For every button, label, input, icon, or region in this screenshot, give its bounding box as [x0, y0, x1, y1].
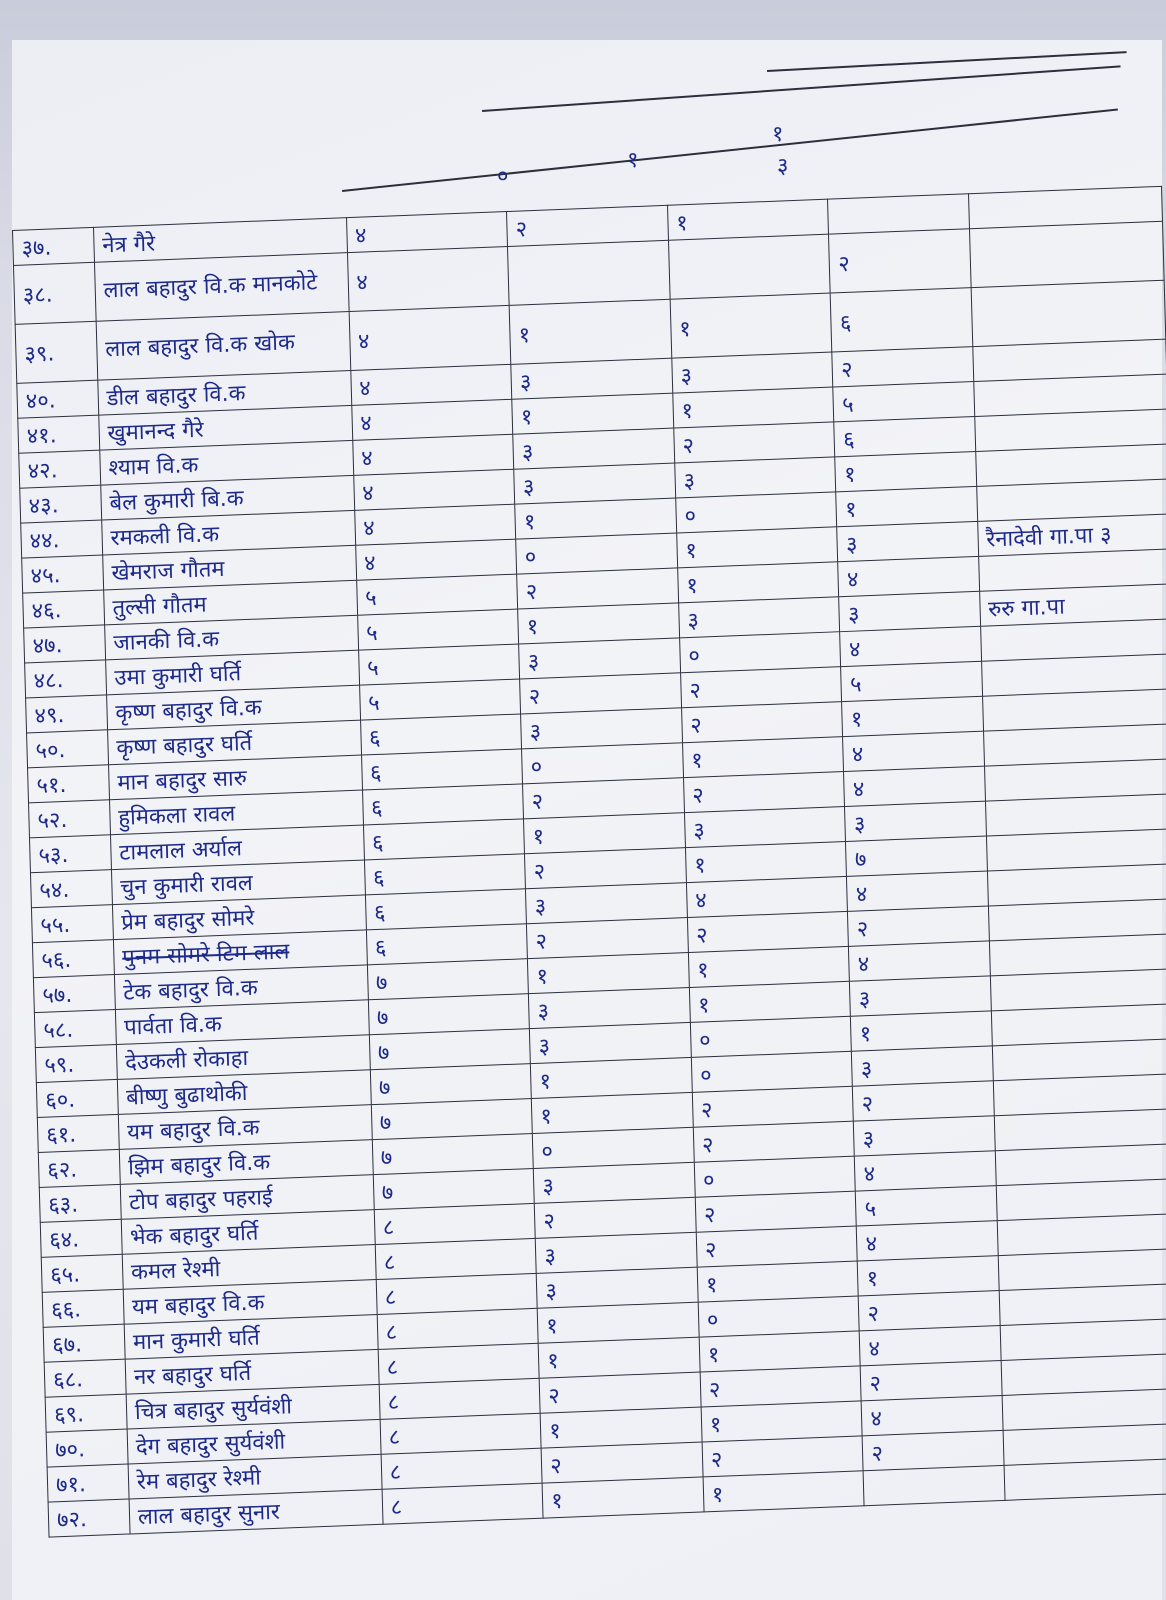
remarks-cell: रैनादेवी गा.पा ३: [977, 514, 1166, 556]
column-2-value: ३: [521, 708, 683, 749]
column-1-value: ८: [380, 1413, 542, 1454]
person-name: उमा कुमारी घर्ति: [105, 650, 359, 695]
column-4-value: ७: [846, 836, 987, 876]
person-name: झिम बहादुर वि.क: [119, 1140, 373, 1185]
column-2-value: १: [515, 498, 677, 539]
column-3-value: ३: [672, 352, 834, 393]
person-name: श्याम वि.क: [100, 440, 354, 485]
column-2-value: १: [528, 953, 690, 994]
column-2-value: ३: [530, 1022, 692, 1063]
column-4-value: २: [829, 229, 971, 293]
column-4-value: ४: [860, 1326, 1001, 1366]
column-1-value: ५: [358, 644, 520, 685]
column-1-value: ४: [347, 246, 509, 311]
serial-number: ३८.: [13, 262, 95, 324]
column-3-value: १: [689, 981, 851, 1022]
person-name: मान बहादुर सारु: [108, 755, 362, 800]
serial-number: ५३.: [29, 835, 111, 873]
serial-number: ६०.: [36, 1079, 118, 1117]
handwritten-ledger: [12, 186, 1166, 1538]
column-3-value: ३: [675, 457, 837, 498]
column-3-value: २: [695, 1191, 857, 1232]
column-1-value: ४: [349, 305, 511, 370]
column-3-value: १: [673, 387, 835, 428]
column-4-value: ३: [850, 976, 991, 1016]
column-3-value: १: [699, 1331, 861, 1372]
column-1-value: ६: [360, 714, 522, 755]
column-2-value: १: [538, 1337, 700, 1378]
column-1-value: ६: [364, 854, 526, 895]
serial-number: ४७.: [24, 625, 106, 663]
column-4-value: १: [836, 486, 977, 526]
column-3-value: ०: [694, 1156, 856, 1197]
column-3-value: २: [692, 1086, 854, 1127]
serial-number: ३९.: [15, 321, 97, 383]
serial-number: ६७.: [43, 1324, 125, 1362]
serial-number: ६४.: [40, 1219, 122, 1257]
person-name: तुल्सी गौतम: [103, 580, 357, 625]
column-1-value: ६: [362, 784, 524, 825]
column-3-value: ०: [690, 1016, 852, 1057]
column-3-value: २: [681, 702, 843, 743]
serial-number: ५१.: [28, 765, 110, 803]
column-2-value: ३: [526, 883, 688, 924]
column-4-value: ४: [847, 871, 988, 911]
column-1-value: ६: [366, 924, 528, 965]
column-1-value: ४: [351, 399, 513, 440]
column-2-value: २: [520, 673, 682, 714]
header-value: १: [772, 122, 784, 147]
person-name: लाल बहादुर वि.क खोक: [96, 312, 350, 381]
column-2-value: २: [525, 848, 687, 889]
column-4-value: [828, 194, 969, 234]
person-name: पुनम सोमरे टिम लाल: [113, 930, 367, 975]
header-value: ३: [777, 154, 789, 179]
column-2-value: २: [539, 1372, 701, 1413]
person-name: कृष्ण बहादुर घर्ति: [107, 720, 361, 765]
person-name: खेमराज गौतम: [103, 545, 357, 590]
column-1-value: ८: [376, 1273, 538, 1314]
column-4-value: १: [835, 451, 976, 491]
column-1-value: ८: [377, 1308, 539, 1349]
serial-number: ५९.: [35, 1044, 117, 1082]
column-4-value: ४: [838, 556, 979, 596]
column-3-value: ०: [675, 492, 837, 533]
column-4-value: ३: [845, 801, 986, 841]
column-2-value: ३: [535, 1232, 697, 1273]
person-name: देउकली रोकाहा: [116, 1035, 370, 1080]
column-3-value: ४: [686, 876, 848, 917]
column-2-value: १: [518, 603, 680, 644]
remarks-cell: [971, 280, 1166, 346]
serial-number: ६२.: [38, 1149, 120, 1187]
column-1-value: ४: [353, 469, 515, 510]
serial-number: ४८.: [25, 660, 107, 698]
serial-number: ४१.: [18, 415, 100, 453]
column-4-value: १: [851, 1011, 992, 1051]
column-2-value: १: [530, 1057, 692, 1098]
remarks-cell: [1003, 1423, 1166, 1465]
column-2-value: ३: [513, 428, 675, 469]
serial-number: ४५.: [22, 555, 104, 593]
person-name: बीष्णु बुढाथोकी: [117, 1070, 371, 1115]
person-name: चुन कुमारी रावल: [111, 860, 365, 905]
column-2-value: १: [524, 813, 686, 854]
serial-number: ५४.: [30, 870, 112, 908]
column-4-value: २: [848, 906, 989, 946]
column-3-value: १: [682, 737, 844, 778]
column-4-value: ३: [854, 1116, 995, 1156]
column-4-value: ४: [844, 766, 985, 806]
serial-number: ७०.: [46, 1429, 128, 1467]
column-4-value: २: [853, 1081, 994, 1121]
column-1-value: ७: [367, 959, 529, 1000]
column-1-value: ८: [381, 1448, 543, 1489]
column-3-value: १: [670, 293, 832, 358]
column-1-value: ७: [372, 1134, 534, 1175]
column-2-value: १: [542, 1477, 704, 1518]
person-name: यम बहादुर वि.क: [118, 1105, 372, 1150]
column-3-value: ३: [678, 597, 840, 638]
person-name: चित्र बहादुर सुर्यवंशी: [126, 1384, 380, 1429]
column-2-value: ३: [514, 463, 676, 504]
person-name: खुमानन्द गैरे: [99, 405, 353, 450]
column-3-value: ०: [691, 1051, 853, 1092]
column-4-value: ३: [837, 521, 978, 561]
column-2-value: ३: [511, 358, 673, 399]
column-4-value: ५: [833, 382, 974, 422]
paper-page: [12, 40, 1162, 1600]
person-name: लाल बहादुर सुनार: [129, 1489, 383, 1534]
person-name: भेक बहादुर घर्ति: [121, 1210, 375, 1255]
column-4-value: ३: [852, 1046, 993, 1086]
column-1-value: ७: [368, 994, 530, 1035]
column-2-value: १: [540, 1407, 702, 1448]
column-2-value: ३: [529, 987, 691, 1028]
column-1-value: ५: [357, 609, 519, 650]
person-name: कमल रेश्मी: [122, 1245, 376, 1290]
column-2-value: २: [534, 1197, 696, 1238]
column-3-value: २: [674, 422, 836, 463]
column-2-value: ०: [522, 743, 684, 784]
column-4-value: २: [861, 1361, 1002, 1401]
column-1-value: ६: [363, 819, 525, 860]
column-3-value: २: [696, 1226, 858, 1267]
column-1-value: ८: [374, 1203, 536, 1244]
person-name: देग बहादुर सुर्यवंशी: [127, 1419, 381, 1464]
serial-number: ५८.: [34, 1010, 116, 1048]
column-1-value: ७: [370, 1064, 532, 1105]
serial-number: ३७.: [13, 227, 95, 265]
person-name: रमकली वि.क: [102, 510, 356, 555]
person-name: टेक बहादुर वि.क: [114, 965, 368, 1010]
column-2-value: ०: [532, 1127, 694, 1168]
header-value: १: [627, 148, 639, 173]
person-name: जानकी वि.क: [104, 615, 358, 660]
person-name: हुमिकला रावल: [109, 790, 363, 835]
remarks-cell: [1004, 1458, 1166, 1500]
serial-number: ४९.: [26, 695, 108, 733]
column-2-value: १: [531, 1092, 693, 1133]
serial-number: ६१.: [37, 1114, 119, 1152]
serial-number: ७१.: [47, 1464, 129, 1502]
column-1-value: ८: [375, 1238, 537, 1279]
column-2-value: २: [507, 205, 669, 246]
column-3-value: २: [693, 1121, 855, 1162]
column-1-value: ८: [378, 1343, 540, 1384]
column-2-value: [508, 240, 670, 305]
column-1-value: ४: [354, 504, 516, 545]
column-4-value: १: [858, 1256, 999, 1296]
person-name: डील बहादुर वि.क: [98, 371, 352, 416]
serial-number: ४३.: [20, 485, 102, 523]
column-4-value: ६: [834, 417, 975, 457]
column-3-value: [668, 234, 830, 299]
column-4-value: ५: [856, 1186, 997, 1226]
column-1-value: ४: [346, 211, 508, 252]
serial-number: ६८.: [44, 1359, 126, 1397]
serial-number: ७२.: [48, 1499, 130, 1537]
header-value: ०: [497, 164, 509, 189]
serial-number: ५२.: [29, 800, 111, 838]
column-1-value: ८: [382, 1483, 544, 1524]
column-4-value: ३: [839, 591, 980, 631]
column-4-value: २: [863, 1430, 1004, 1470]
remarks-cell: रुरु गा.पा: [979, 584, 1166, 626]
column-2-value: ३: [533, 1162, 695, 1203]
column-4-value: ४: [849, 941, 990, 981]
column-2-value: ०: [516, 533, 678, 574]
serial-number: ६३.: [39, 1184, 121, 1222]
column-3-value: ०: [679, 632, 841, 673]
serial-number: ४४.: [21, 520, 103, 558]
serial-number: ५७.: [33, 975, 115, 1013]
column-2-value: १: [509, 299, 671, 364]
column-2-value: १: [512, 393, 674, 434]
column-3-value: २: [702, 1436, 864, 1477]
column-1-value: ६: [365, 889, 527, 930]
serial-number: ६६.: [42, 1289, 124, 1327]
column-1-value: ८: [379, 1378, 541, 1419]
column-2-value: १: [537, 1302, 699, 1343]
person-name: पार्वता वि.क: [115, 1000, 369, 1045]
serial-number: ४०.: [17, 380, 99, 418]
column-2-value: ३: [519, 638, 681, 679]
column-2-value: २: [523, 778, 685, 819]
column-1-value: ५: [356, 574, 518, 615]
person-name: टामलाल अर्याल: [110, 825, 364, 870]
column-3-value: १: [685, 841, 847, 882]
serial-number: ५५.: [31, 905, 113, 943]
serial-number: ४२.: [19, 450, 101, 488]
ledger-table: [12, 186, 1166, 1538]
column-4-value: २: [832, 347, 973, 387]
remarks-cell: [969, 221, 1164, 287]
column-1-value: ४: [352, 434, 514, 475]
person-name: बेल कुमारी बि.क: [101, 475, 355, 520]
column-4-value: ४: [862, 1395, 1003, 1435]
column-3-value: १: [701, 1401, 863, 1442]
column-3-value: २: [700, 1366, 862, 1407]
column-4-value: ६: [831, 288, 973, 352]
column-1-value: ६: [361, 749, 523, 790]
column-2-value: २: [517, 568, 679, 609]
column-3-value: १: [676, 527, 838, 568]
column-4-value: [863, 1465, 1004, 1505]
person-name: कृष्ण बहादुर वि.क: [106, 685, 360, 730]
column-1-value: ७: [369, 1029, 531, 1070]
column-4-value: ४: [857, 1221, 998, 1261]
serial-number: ६९.: [45, 1394, 127, 1432]
person-name: प्रेम बहादुर सोमरे: [112, 895, 366, 940]
column-2-value: २: [541, 1442, 703, 1483]
column-4-value: ४: [843, 731, 984, 771]
column-3-value: १: [688, 946, 850, 987]
column-3-value: १: [677, 562, 839, 603]
ledger-rows: [13, 186, 1166, 1537]
column-3-value: ३: [684, 807, 846, 848]
column-4-value: २: [859, 1291, 1000, 1331]
column-1-value: ७: [371, 1099, 533, 1140]
column-3-value: २: [680, 667, 842, 708]
column-4-value: १: [842, 696, 983, 736]
column-4-value: ४: [840, 626, 981, 666]
person-name: रेम बहादुर रेश्मी: [128, 1454, 382, 1499]
serial-number: ५६.: [32, 940, 114, 978]
serial-number: ४६.: [23, 590, 105, 628]
column-2-value: ३: [536, 1267, 698, 1308]
person-name: लाल बहादुर वि.क मानकोटे: [94, 253, 348, 322]
person-name: नर बहादुर घर्ति: [125, 1349, 379, 1394]
column-2-value: २: [527, 918, 689, 959]
column-3-value: २: [683, 772, 845, 813]
column-3-value: १: [667, 199, 829, 240]
column-4-value: ५: [841, 661, 982, 701]
person-name: मान कुमारी घर्ति: [124, 1314, 378, 1359]
column-3-value: १: [703, 1471, 865, 1512]
person-name: यम बहादुर वि.क: [123, 1280, 377, 1325]
column-3-value: २: [687, 911, 849, 952]
column-3-value: ०: [698, 1296, 860, 1337]
serial-number: ६५.: [41, 1254, 123, 1292]
column-3-value: १: [697, 1261, 859, 1302]
serial-number: ५०.: [27, 730, 109, 768]
column-1-value: ४: [355, 539, 517, 580]
column-1-value: ७: [373, 1168, 535, 1209]
column-1-value: ४: [350, 364, 512, 405]
column-4-value: ४: [855, 1151, 996, 1191]
person-name: नेत्र गैरे: [93, 218, 347, 263]
person-name: टोप बहादुर पहराई: [120, 1175, 374, 1220]
column-1-value: ५: [359, 679, 521, 720]
